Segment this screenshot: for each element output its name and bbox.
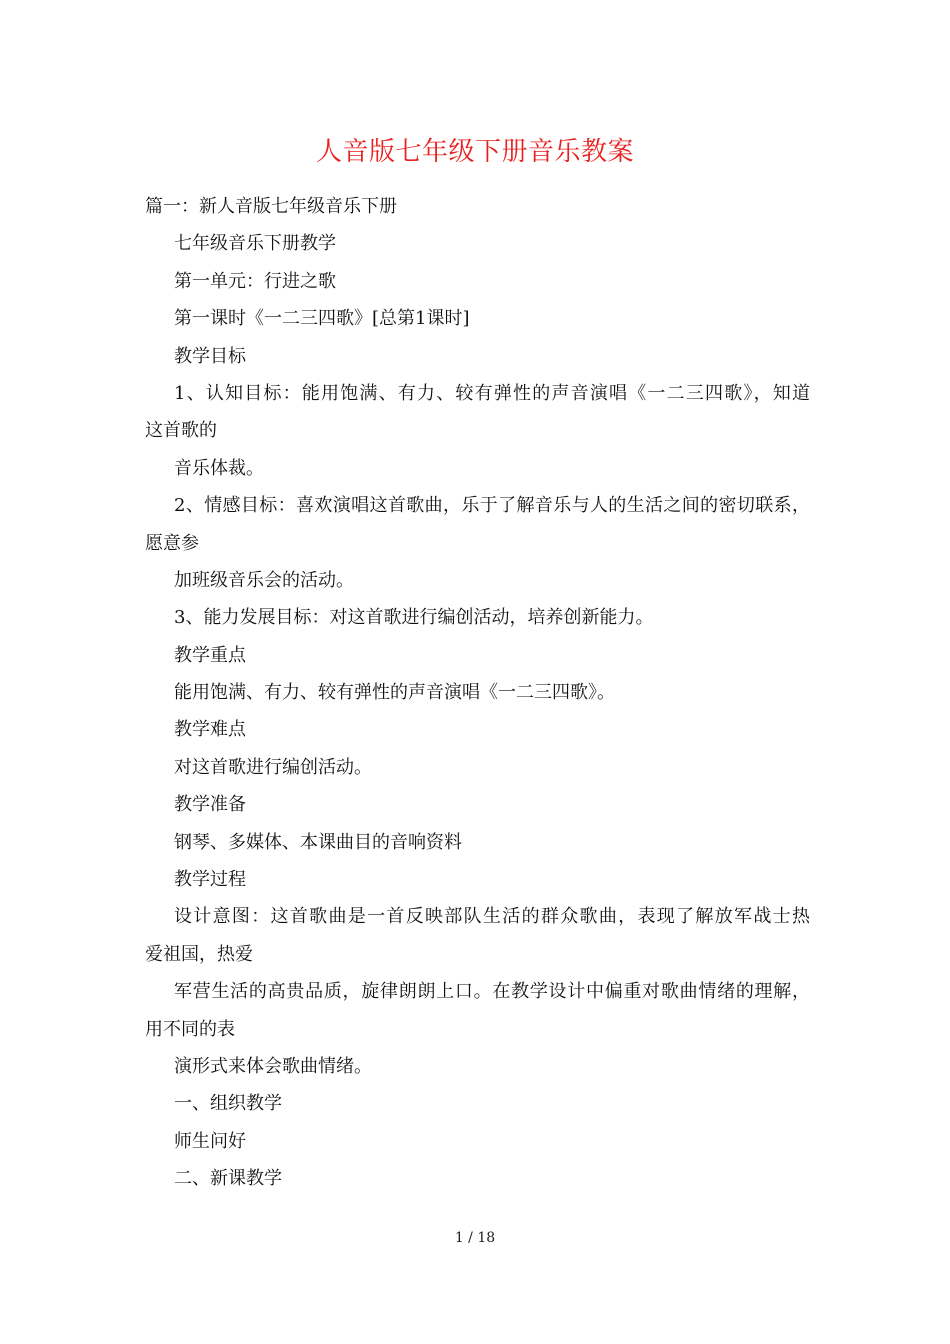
text-line: 师生问好 — [174, 1130, 246, 1152]
text-line: 第一单元：行进之歌 — [174, 270, 336, 292]
document-body — [145, 188, 810, 1198]
text-line: 用不同的表 — [145, 1018, 235, 1040]
text-line: 篇一：新人音版七年级音乐下册 — [145, 196, 397, 217]
text-line: 二、新课教学 — [174, 1168, 282, 1190]
text-line: 这首歌的 — [145, 420, 217, 442]
text-line: 一、组织教学 — [174, 1093, 282, 1115]
text-line: 加班级音乐会的活动。 — [174, 569, 354, 591]
text-line: 愿意参 — [145, 532, 199, 554]
text-line: 第一课时《一二三四歌》[总第1课时] — [174, 308, 470, 330]
text-line: 钢琴、多媒体、本课曲目的音响资料 — [174, 831, 462, 853]
text-line: 音乐体裁。 — [174, 457, 264, 479]
text-line: 教学重点 — [174, 644, 246, 666]
text-line: 能用饱满、有力、较有弹性的声音演唱《一二三四歌》。 — [174, 682, 615, 704]
text-line: 1、认知目标：能用饱满、有力、较有弹性的声音演唱《一二三四歌》，知道 — [174, 382, 810, 404]
text-line: 教学难点 — [174, 719, 246, 741]
text-line: 2、情感目标：喜欢演唱这首歌曲，乐于了解音乐与人的生活之间的密切联系， — [174, 495, 810, 517]
text-line: 军营生活的高贵品质，旋律朗朗上口。在教学设计中偏重对歌曲情绪的理解， — [174, 981, 810, 1003]
text-line: 教学目标 — [174, 345, 246, 367]
text-line: 3、能力发展目标：对这首歌进行编创活动，培养创新能力。 — [174, 607, 654, 629]
text-line: 演形式来体会歌曲情绪。 — [174, 1055, 372, 1077]
text-line: 教学过程 — [174, 869, 246, 891]
text-line: 设计意图：这首歌曲是一首反映部队生活的群众歌曲，表现了解放军战士热 — [174, 906, 810, 928]
text-line: 对这首歌进行编创活动。 — [174, 756, 372, 778]
page-number: 1 / 18 — [454, 1230, 496, 1246]
text-line: 七年级音乐下册教学 — [174, 233, 336, 255]
text-line: 教学准备 — [174, 794, 246, 816]
document-title: 人音版七年级下册音乐教案 — [315, 137, 634, 167]
text-line: 爱祖国，热爱 — [145, 943, 253, 965]
